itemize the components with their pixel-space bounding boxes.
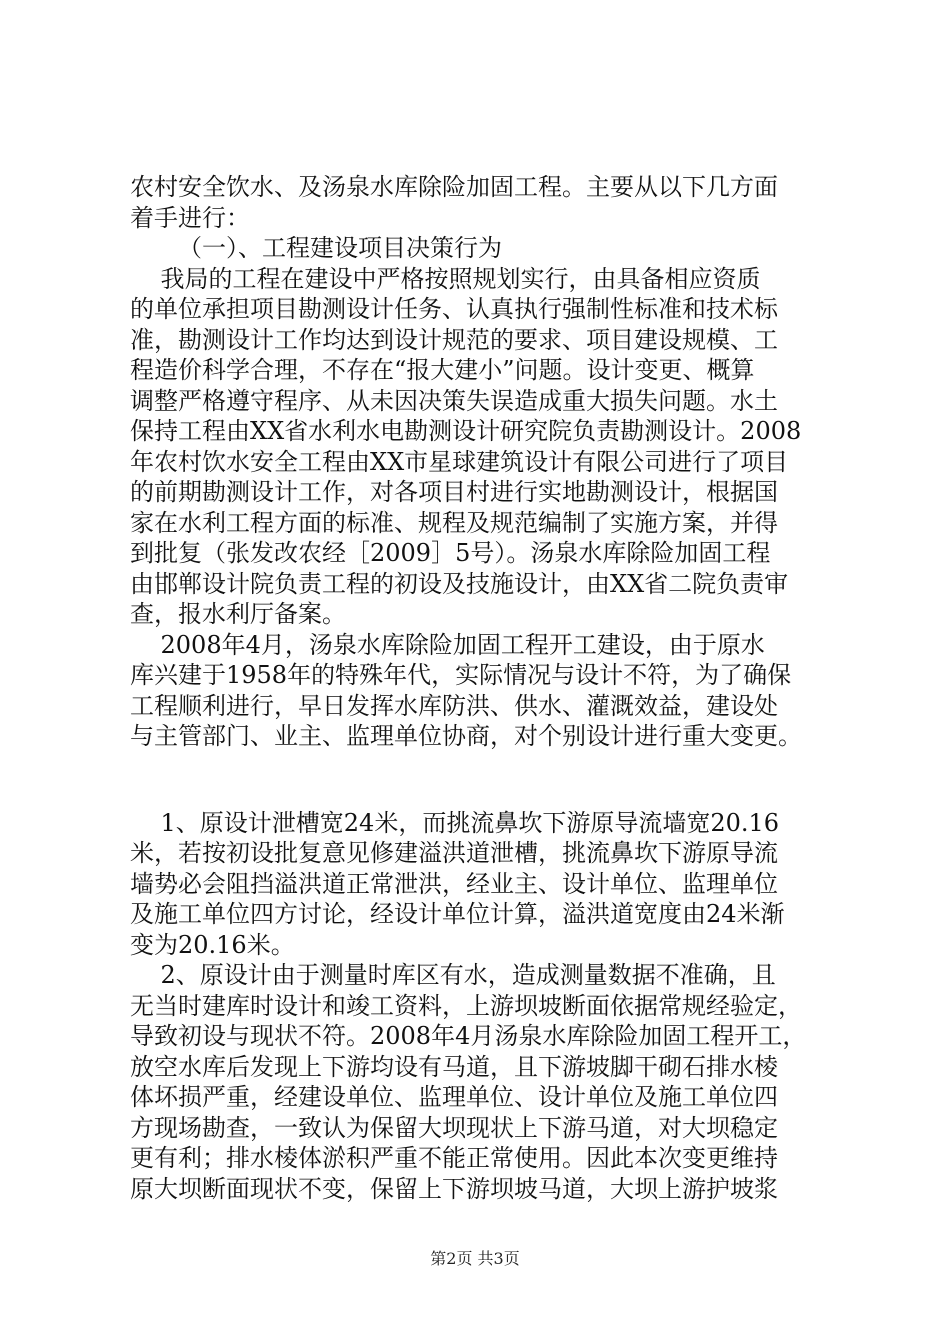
paragraph-gap [130, 752, 830, 808]
text-line: 米，若按初设批复意见修建溢洪道泄槽，挑流鼻坎下游原导流 [130, 839, 778, 867]
text-line: 导致初设与现状不符。2008年4月汤泉水库除险加固工程开工， [130, 1022, 807, 1050]
text-line: 的前期勘测设计工作，对各项目村进行实地勘测设计，根据国 [130, 478, 778, 506]
text-line: 由邯郸设计院负责工程的初设及技施设计，由XX省二院负责审 [130, 569, 789, 598]
page-number: 第2页 共3页 [430, 1249, 520, 1268]
text-line: 及施工单位四方讨论，经设计单位计算，溢洪道宽度由24米渐 [130, 900, 785, 928]
text-line: 库兴建于1958年的特殊年代，实际情况与设计不符，为了确保 [130, 661, 792, 689]
text-line: 2、原设计由于测量时库区有水，造成测量数据不准确，且 [130, 961, 776, 989]
text-line: 体坏损严重，经建设单位、监理单位、设计单位及施工单位四 [130, 1083, 778, 1111]
text-line: 方现场勘查，一致认为保留大坝现状上下游马道，对大坝稳定 [130, 1113, 778, 1142]
section-heading: （一）、工程建设项目决策行为 [178, 234, 502, 262]
text-line: 2008年4月，汤泉水库除险加固工程开工建设，由于原水 [130, 630, 765, 659]
text-line: 放空水库后发现上下游均设有马道，且下游坡脚干砌石排水棱 [130, 1052, 778, 1081]
page-footer [0, 1249, 950, 1269]
text-line: 年农村饮水安全工程由XX市星球建筑设计有限公司进行了项目 [130, 447, 789, 476]
text-line: 调整严格遵守程序、从未因决策失误造成重大损失问题。水土 [130, 386, 778, 415]
text-line: 家在水利工程方面的标准、规程及规范编制了实施方案，并得 [130, 508, 778, 537]
text-line: 我局的工程在建设中严格按照规划实行，由具备相应资质 [130, 264, 761, 293]
text-line: 无当时建库时设计和竣工资料，上游坝坡断面依据常规经验定， [130, 991, 802, 1020]
text-line: 准，勘测设计工作均达到设计规范的要求、项目建设规模、工 [130, 325, 778, 354]
text-line: 的单位承担项目勘测设计任务、认真执行强制性标准和技术标 [130, 295, 778, 323]
text-line: 工程顺利进行，早日发挥水库防洪、供水、灌溉效益，建设处 [130, 691, 778, 720]
text-block-1 [130, 172, 830, 752]
text-line: 1、原设计泄槽宽24米，而挑流鼻坎下游原导流墙宽20.16 [130, 808, 780, 837]
text-line: 与主管部门、业主、监理单位协商，对个别设计进行重大变更。 [130, 722, 802, 750]
text-block-2 [130, 808, 830, 1205]
text-line: 查，报水利厅备案。 [130, 600, 346, 628]
text-line: 农村安全饮水、及汤泉水库除险加固工程。主要从以下几方面 [130, 173, 778, 201]
text-line: 保持工程由XX省水利水电勘测设计研究院负责勘测设计。2008 [130, 417, 802, 445]
document-body [130, 172, 830, 1204]
text-line: 程造价科学合理，不存在“报大建小”问题。设计变更、概算 [130, 356, 755, 384]
text-line: 变为20.16米。 [130, 930, 295, 959]
text-line: 着手进行： [130, 203, 250, 232]
text-line: 到批复（张发改农经［2009］5号）。汤泉水库除险加固工程 [130, 539, 771, 567]
text-line: 墙势必会阻挡溢洪道正常泄洪，经业主、设计单位、监理单位 [130, 869, 778, 898]
text-line: 原大坝断面现状不变，保留上下游坝坡马道，大坝上游护坡浆 [130, 1174, 778, 1203]
text-line: 更有利；排水棱体淤积严重不能正常使用。因此本次变更维持 [130, 1144, 778, 1172]
